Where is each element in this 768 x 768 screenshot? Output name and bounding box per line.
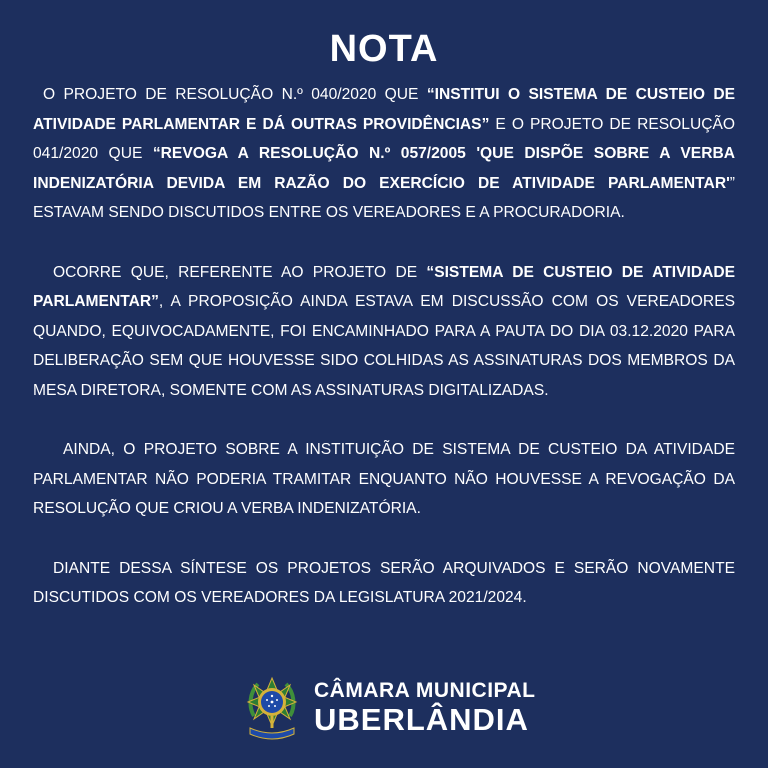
- org-name-line1: CÂMARA MUNICIPAL: [314, 679, 536, 702]
- note-body: [33, 80, 735, 613]
- footer-logo: [244, 676, 535, 740]
- paragraph-2-segment-1: OCORRE QUE, REFERENTE AO PROJETO DE: [53, 263, 427, 281]
- paragraph-3: [33, 435, 735, 524]
- paragraph-2-segment-3: , A PROPOSIÇÃO AINDA ESTAVA EM DISCUSSÃO COM OS VEREADORES QUANDO, EQUIVOCADAMENTE, FOI ENCAMINHADO PARA A PAUTA DO DIA 03.12.2020 PARA DELIBERAÇÃO SEM QUE HOUVESSE SIDO COLHIDAS AS ASSINATURAS DOS MEMBROS DA MESA DIRETORA, SOMENTE COM AS ASSINATURAS DIGITALIZADAS.: [33, 293, 735, 399]
- page-title: NOTA: [329, 28, 439, 70]
- paragraph-4-segment-1: DIANTE DESSA SÍNTESE OS PROJETOS SERÃO ARQUIVADOS E SERÃO NOVAMENTE DISCUTIDOS COM OS VEREADORES DA LEGISLATURA 2021/2024.: [33, 559, 735, 606]
- coat-of-arms-icon: [244, 676, 300, 740]
- paragraph-1-segment-4: “REVOGA A RESOLUÇÃO N.º 057/2005 'QUE DISPÕE SOBRE A VERBA INDENIZATÓRIA DEVIDA EM RAZÃO DO EXERCÍCIO DE ATIVIDADE PARLAMENTAR': [33, 145, 735, 192]
- org-name-line2: UBERLÂNDIA: [314, 702, 529, 737]
- paragraph-1-segment-5: ” ESTAVAM SENDO DISCUTIDOS ENTRE OS VEREADORES E A PROCURADORIA.: [33, 174, 735, 221]
- paragraph-2-segment-2: “SISTEMA DE CUSTEIO DE ATIVIDADE PARLAMENTAR”: [33, 263, 736, 310]
- paragraph-1-segment-3: E O PROJETO DE RESOLUÇÃO 041/2020 QUE: [33, 115, 736, 162]
- paragraph-2: [33, 258, 735, 406]
- paragraph-3-segment-1: AINDA, O PROJETO SOBRE A INSTITUIÇÃO DE SISTEMA DE CUSTEIO DA ATIVIDADE PARLAMENTAR NÃO PODERIA TRAMITAR ENQUANTO NÃO HOUVESSE A REVOGAÇÃO DA RESOLUÇÃO QUE CRIOU A VERBA INDENIZATÓRIA.: [33, 441, 735, 517]
- paragraph-1-segment-2: “INSTITUI O SISTEMA DE CUSTEIO DE ATIVIDADE PARLAMENTAR E DÁ OUTRAS PROVIDÊNCIAS”: [33, 86, 735, 133]
- paragraph-1: [33, 80, 735, 228]
- paragraph-1-segment-1: O PROJETO DE RESOLUÇÃO N.º 040/2020 QUE: [43, 86, 427, 103]
- paragraph-4: [33, 554, 735, 613]
